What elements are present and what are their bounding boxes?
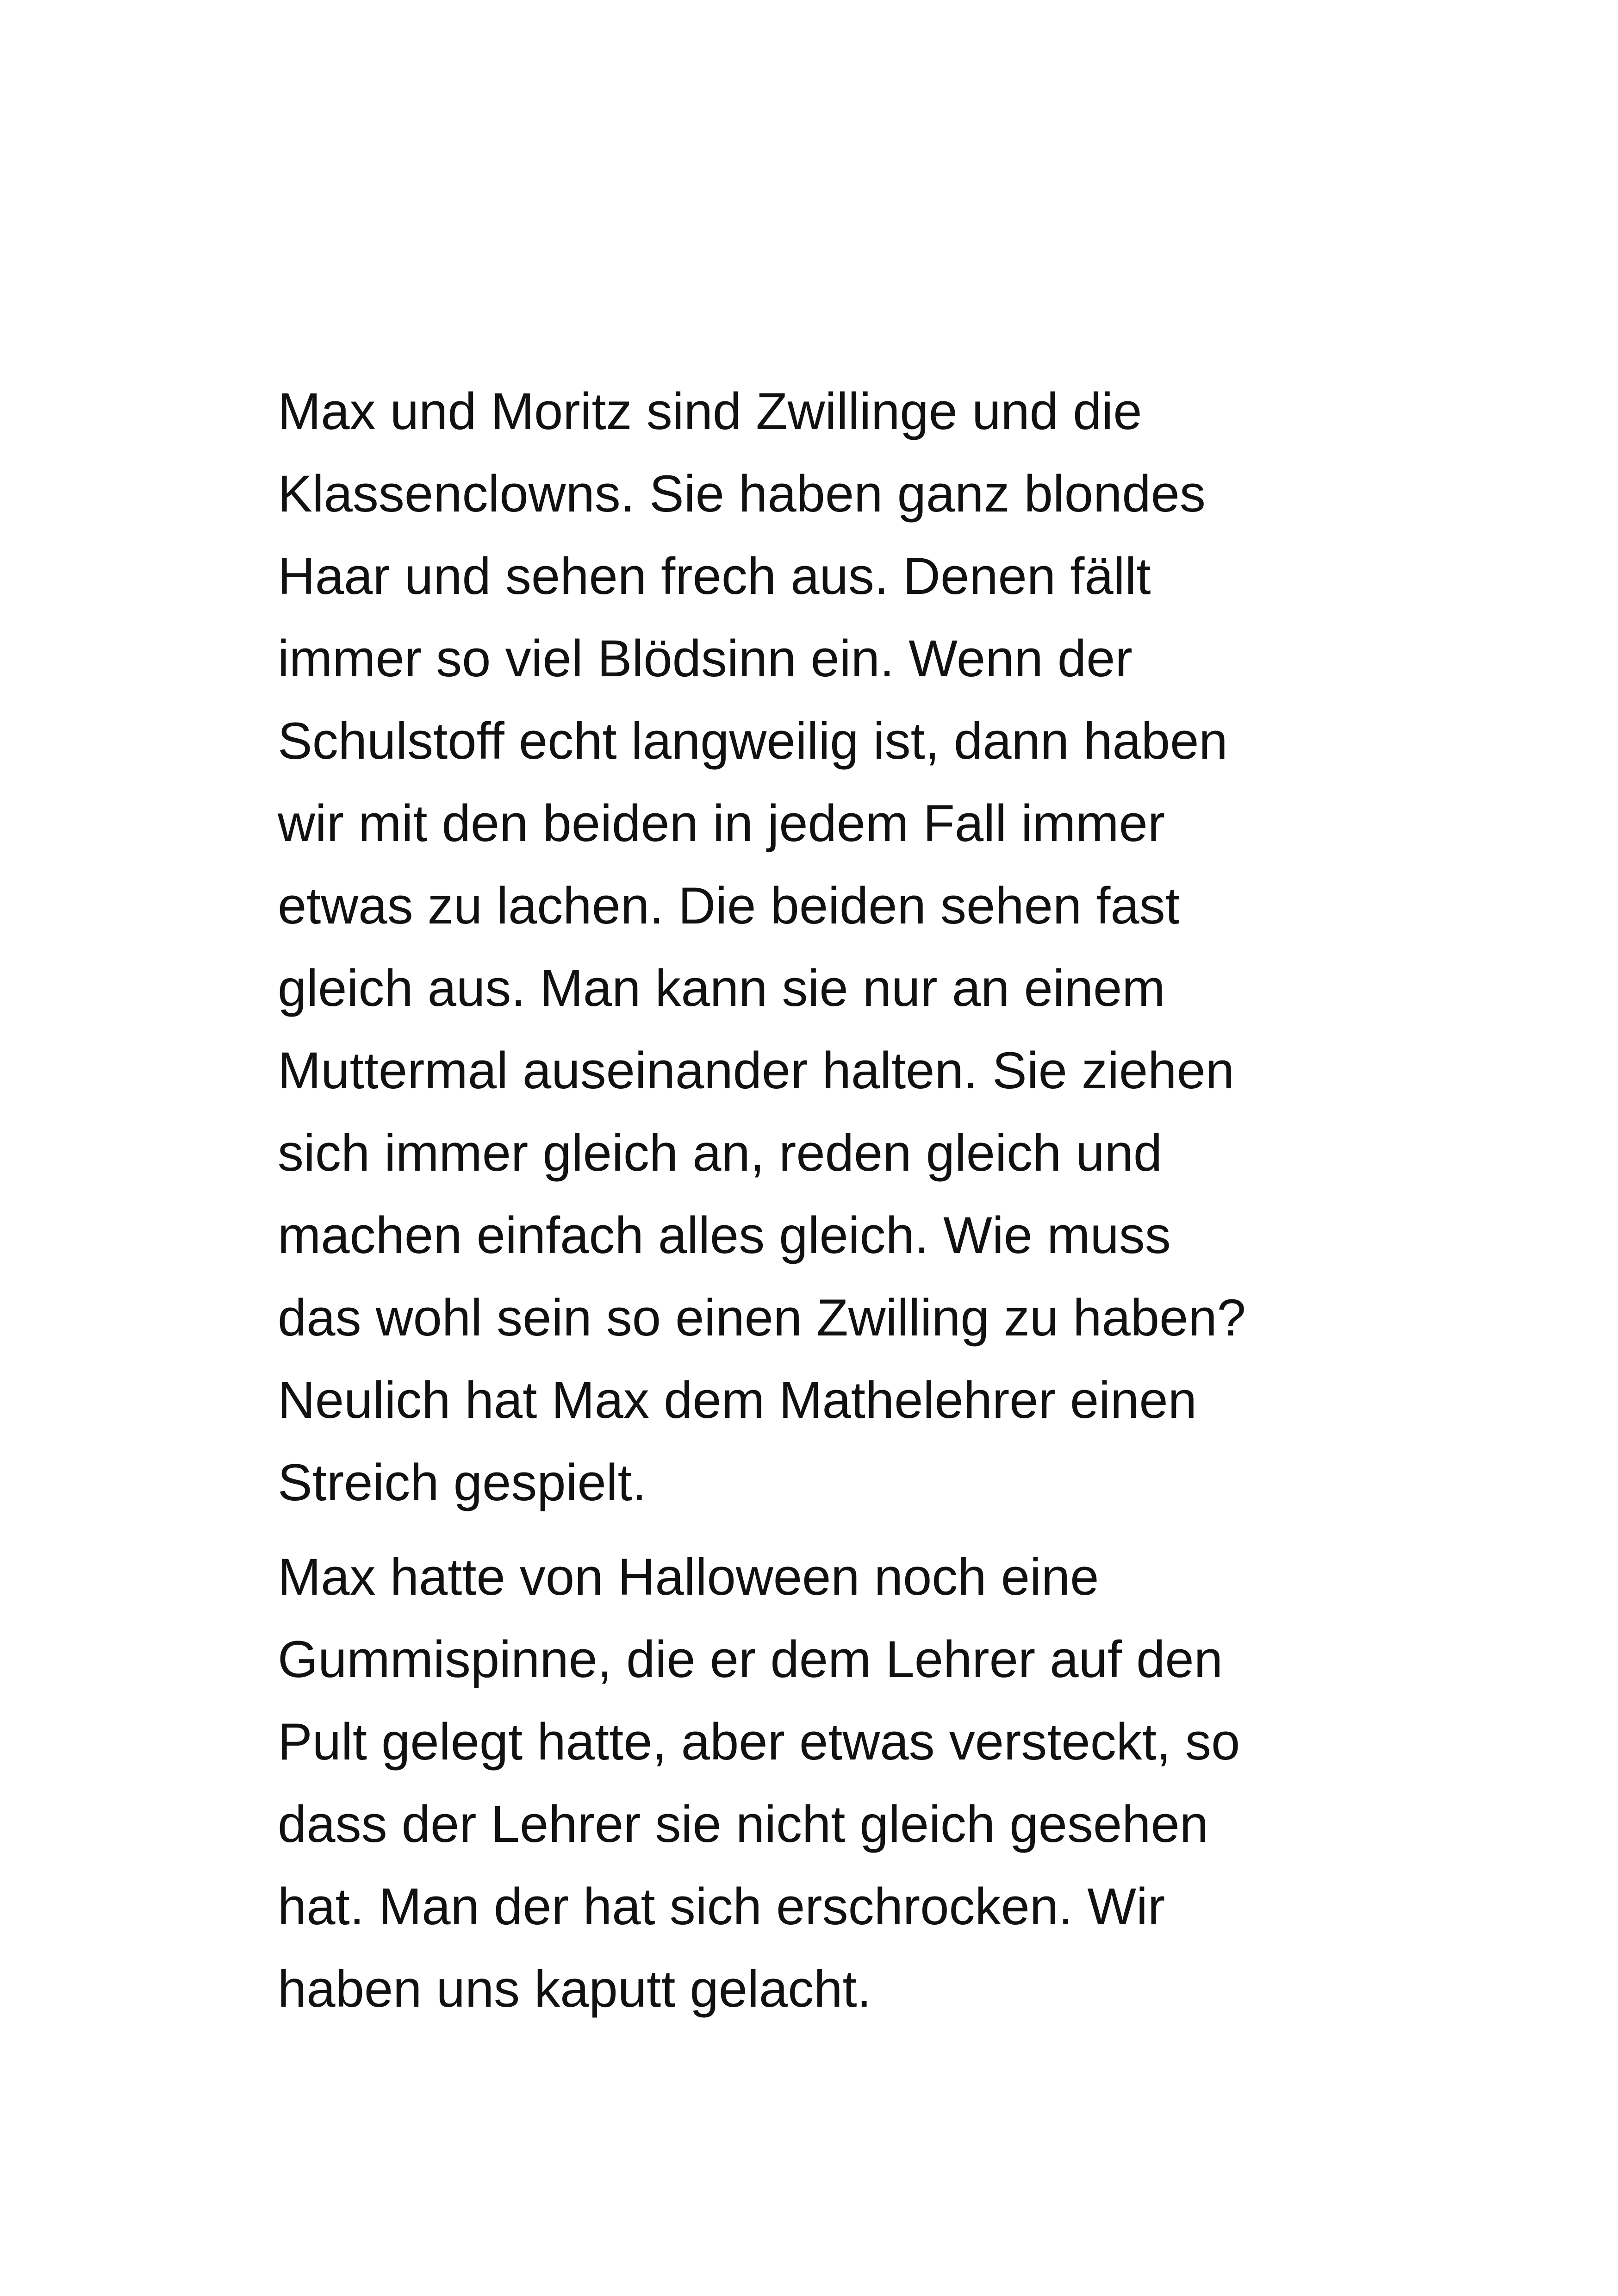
text-line: Pult gelegt hatte, aber etwas versteckt, so [278, 1713, 1240, 1771]
text-line: Schulstoff echt langweilig ist, dann haben [278, 712, 1228, 770]
text-line: machen einfach alles gleich. Wie muss [278, 1206, 1171, 1264]
text-line: immer so viel Blödsinn ein. Wenn der [278, 630, 1133, 687]
text-line: Gummispinne, die er dem Lehrer auf den [278, 1630, 1223, 1688]
text-line: Neulich hat Max dem Mathelehrer einen [278, 1371, 1197, 1429]
text-line: Max und Moritz sind Zwillinge und die [278, 382, 1142, 440]
body-text [278, 370, 1342, 2030]
text-line: etwas zu lachen. Die beiden sehen fast [278, 877, 1180, 935]
text-line: wir mit den beiden in jedem Fall immer [278, 794, 1165, 852]
text-line: Max hatte von Halloween noch eine [278, 1548, 1099, 1606]
text-line: sich immer gleich an, reden gleich und [278, 1124, 1163, 1182]
text-line: hat. Man der hat sich erschrocken. Wir [278, 1878, 1165, 1935]
paragraph-2 [278, 1536, 1342, 2030]
text-line: gleich aus. Man kann sie nur an einem [278, 959, 1165, 1017]
text-line: das wohl sein so einen Zwilling zu haben? [278, 1289, 1246, 1347]
text-line: Streich gespielt. [278, 1454, 647, 1511]
text-line: Klassenclowns. Sie haben ganz blondes [278, 465, 1206, 523]
paragraph-1 [278, 370, 1342, 1524]
text-line: Haar und sehen frech aus. Denen fällt [278, 547, 1151, 605]
text-line: Muttermal auseinander halten. Sie ziehen [278, 1042, 1235, 1099]
text-line: haben uns kaputt gelacht. [278, 1960, 871, 2018]
text-line: dass der Lehrer sie nicht gleich gesehen [278, 1795, 1209, 1853]
